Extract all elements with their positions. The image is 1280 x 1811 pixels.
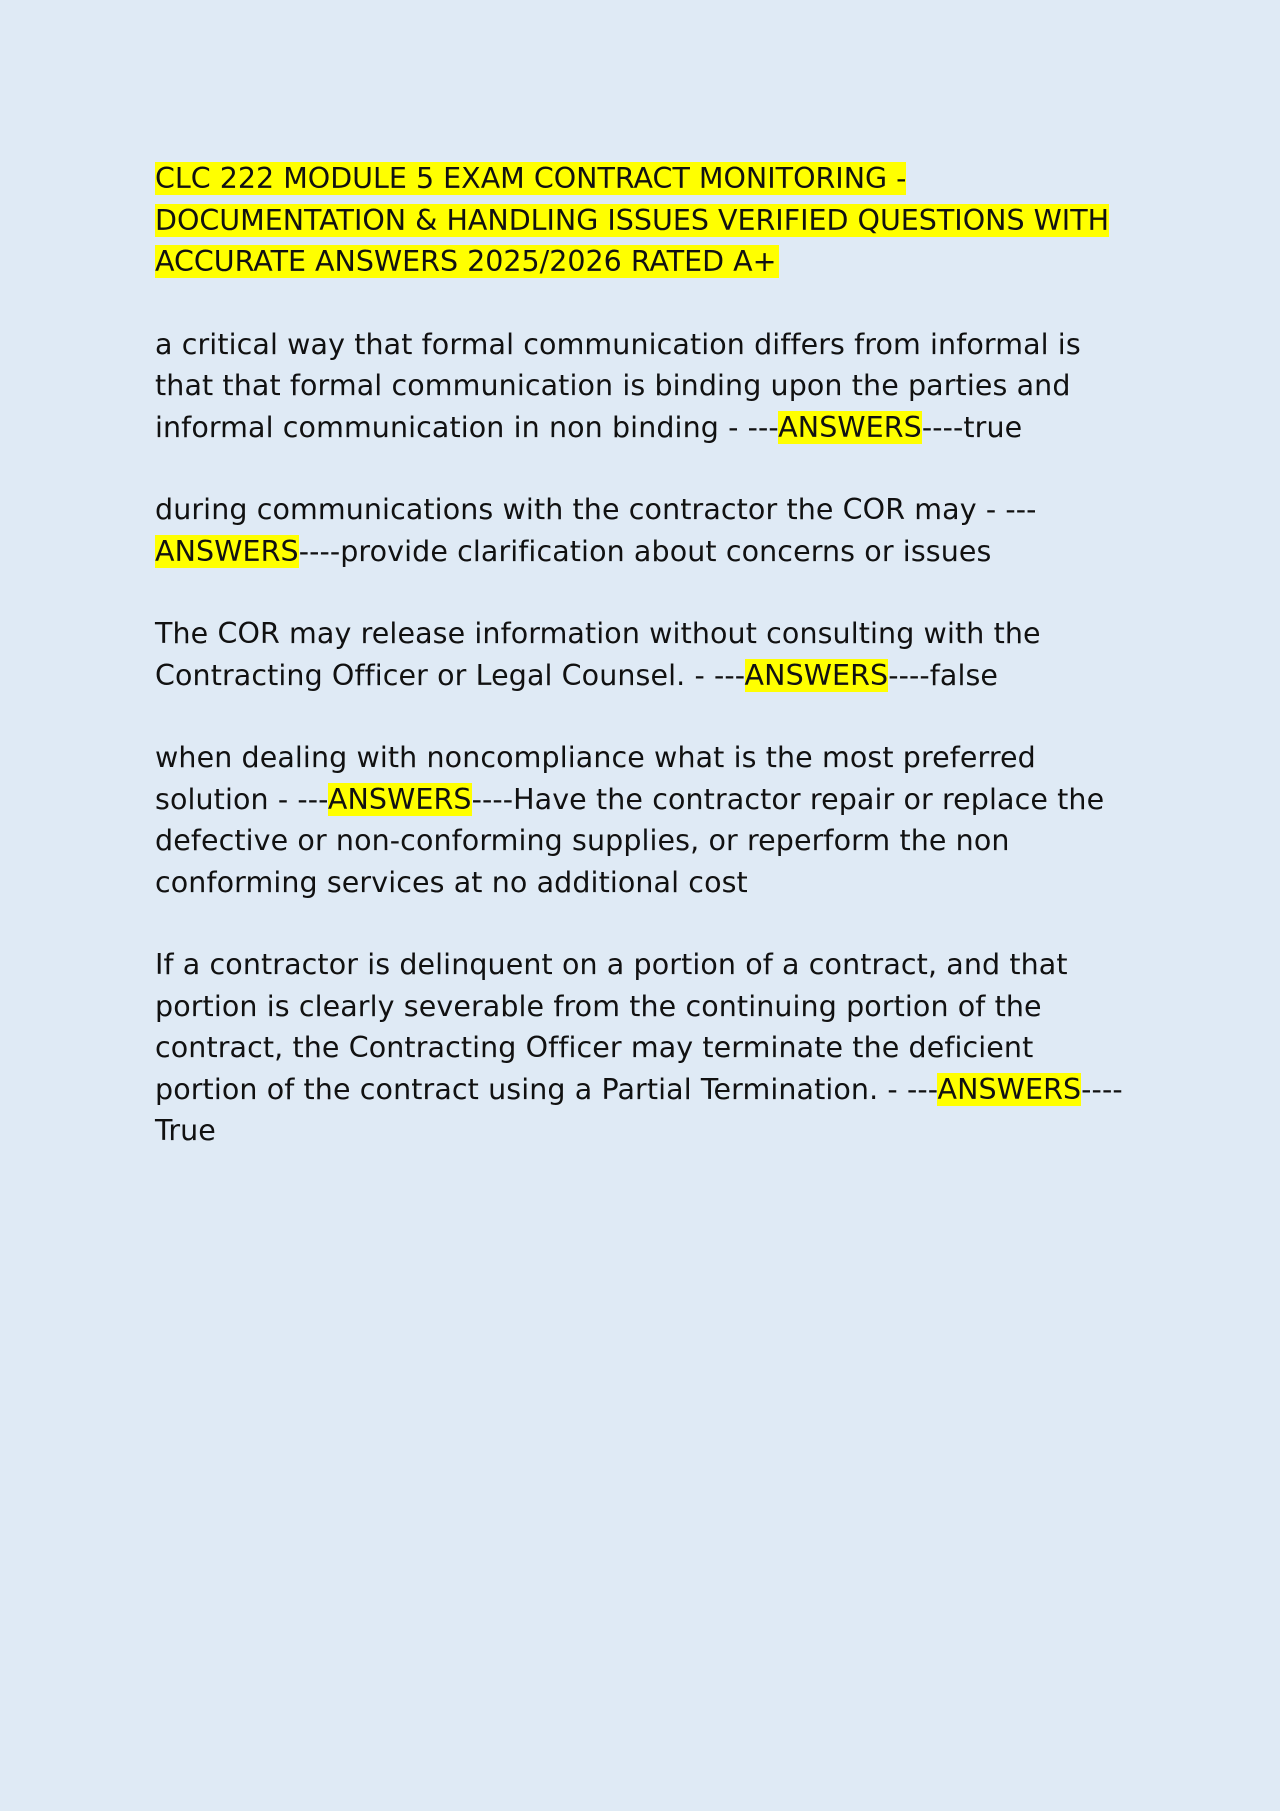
answers-marker: ANSWERS [744,658,889,692]
qa-item-1 [155,324,1140,449]
question-text: a critical way that formal communication differs from informal is that that formal communication is binding upon the parties and informal communication in non binding - --- [155,327,1081,444]
question-text: when dealing with noncompliance what is the most preferred solution - --- [155,741,1036,816]
question-text: If a contractor is delinquent on a portion of a contract, and that portion is clearly severable from the continuing portion of the contract, the Contracting Officer may terminate the deficient portion of the contract using a Partial Termination. - --- [155,948,1068,1106]
answers-marker: ANSWERS [327,782,472,816]
question-text: The COR may release information without consulting with the Contracting Officer or Legal Counsel. - --- [155,617,1041,692]
qa-item-5 [155,944,1140,1152]
answers-marker: ANSWERS [937,1072,1082,1106]
answer-text: ----Have the contractor repair or replace the defective or non-conforming supplies, or reperform the non conforming services at no additional cost [155,782,1105,899]
qa-item-4 [155,737,1140,903]
answer-text: ----True [155,1072,1123,1147]
question-text: during communications with the contractor the COR may - --- [155,493,1036,526]
qa-item-2 [155,489,1140,572]
answer-text: ----provide clarification about concerns or issues [298,534,992,568]
title-highlight: CLC 222 MODULE 5 EXAM CONTRACT MONITORING - DOCUMENTATION & HANDLING ISSUES VERIFIED QUESTIONS WITH ACCURATE ANSWERS 2025/2026 RATED A+ [155,162,1110,278]
answer-text: ----false [888,658,999,692]
answers-marker: ANSWERS [155,534,299,568]
answers-marker: ANSWERS [778,410,922,444]
qa-item-3 [155,613,1140,696]
answer-text: ----true [921,410,1023,444]
document-title [155,158,1140,283]
